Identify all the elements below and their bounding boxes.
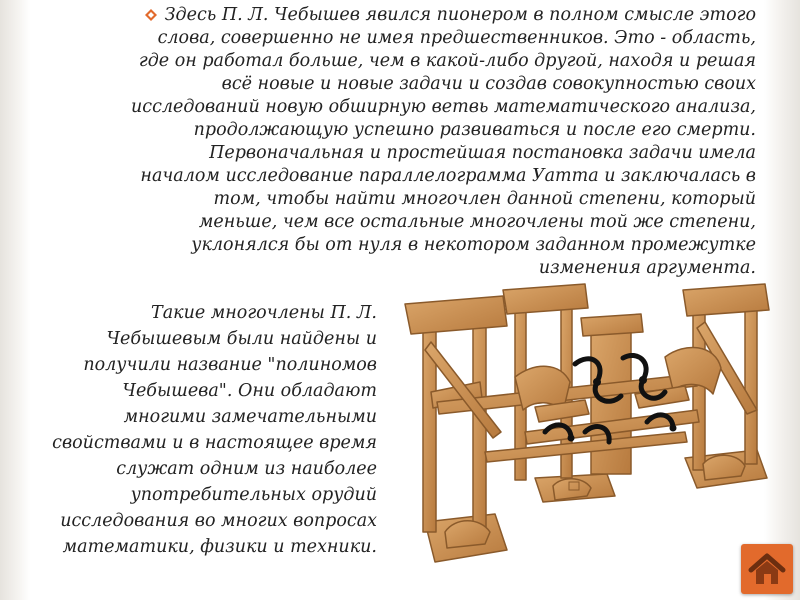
wooden-walking-machine-illustration	[385, 282, 800, 600]
paragraph-line: Здесь П. Л. Чебышев явился пионером в полном смысле этого	[56, 4, 756, 27]
paragraph-line: меньше, чем все остальные многочлены той же степени,	[198, 212, 756, 232]
home-icon	[741, 544, 793, 594]
side-line: математики, физики и техники.	[62, 537, 377, 557]
paragraph-line: изменения аргумента.	[538, 258, 756, 278]
home-button[interactable]	[741, 544, 793, 594]
paragraph-line: Первоначальная и простейшая постановка задачи имела	[209, 143, 756, 163]
paragraph-line: всё новые и новые задачи и создав совокупностью своих	[221, 74, 756, 94]
paragraph-line: уклонялся бы от нуля в некотором заданном промежутке	[191, 235, 756, 255]
side-line: Чебышева". Они обладают	[122, 381, 377, 401]
paragraph-line: исследований новую обширную ветвь математического анализа,	[131, 97, 756, 117]
paragraph-line: том, чтобы найти многочлен данной степени, который	[213, 189, 756, 209]
paragraph-line: слова, совершенно не имея предшественников. Это - область,	[157, 28, 756, 48]
paragraph-line: где он работал больше, чем в какой-либо другой, находя и решая	[138, 51, 756, 71]
side-line: свойствами и в настоящее время	[52, 433, 377, 453]
side-line: получили название "полиномов	[83, 355, 377, 375]
side-line: исследования во многих вопросах	[60, 511, 377, 531]
orange-diamond-bullet-icon	[145, 9, 157, 21]
side-paragraph	[22, 300, 377, 560]
main-paragraph	[56, 4, 756, 280]
side-line: Такие многочлены П. Л.	[151, 303, 377, 323]
side-line: служат одним из наиболее	[116, 459, 377, 479]
side-line: Чебышевым были найдены и	[106, 329, 377, 349]
paragraph-line: началом исследование параллелограмма Уатта и заключалась в	[140, 166, 756, 186]
side-line: многими замечательными	[123, 407, 377, 427]
side-line: употребительных орудий	[130, 485, 377, 505]
paragraph-line: продолжающую успешно развиваться и после его смерти.	[193, 120, 756, 140]
